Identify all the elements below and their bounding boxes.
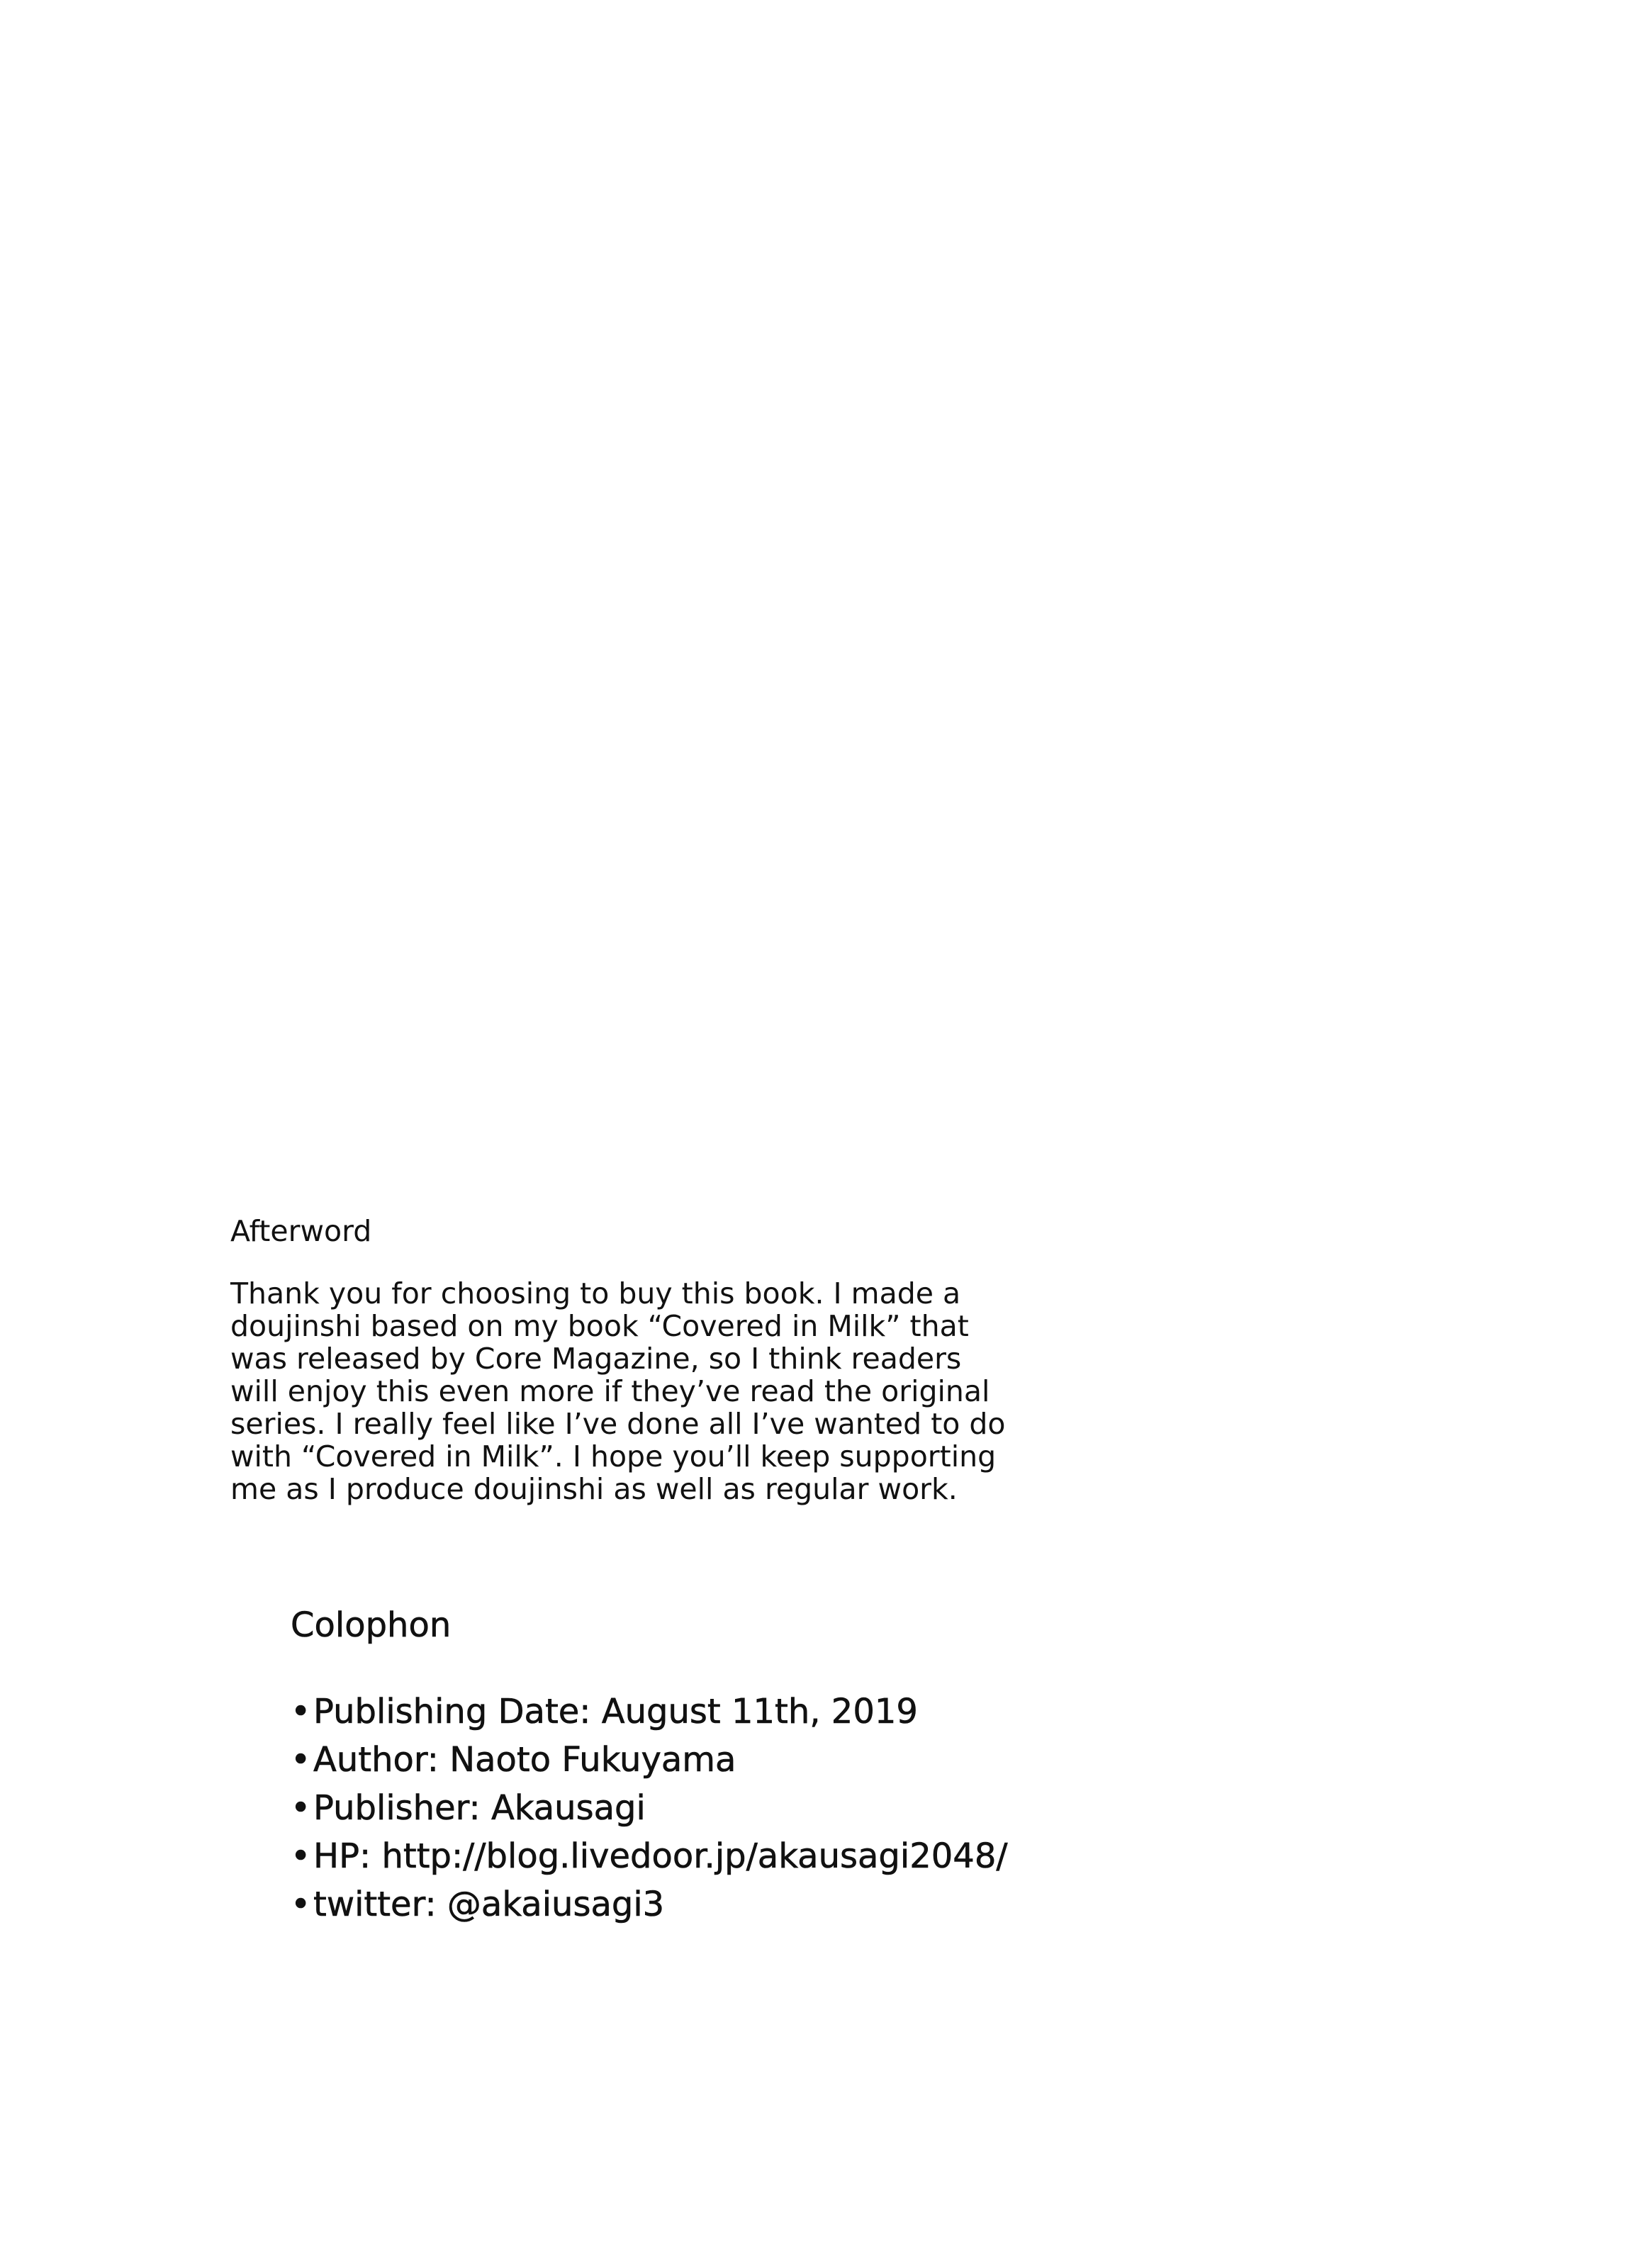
afterword-heading: Afterword [230, 1214, 372, 1248]
afterword-line: was released by Core Magazine, so I think readers [230, 1342, 962, 1376]
afterword-line: with “Covered in Milk”. I hope you’ll keep supporting [230, 1439, 997, 1473]
colophon-item-homepage [291, 1832, 1070, 1880]
afterword-line: doujinshi based on my book “Covered in Milk” that [230, 1309, 969, 1343]
colophon-item-text: Publishing Date: August 11th, 2019 [313, 1692, 918, 1731]
afterword-section [230, 1213, 1006, 1506]
colophon-item-text: Author: Naoto Fukuyama [313, 1740, 736, 1780]
colophon-item-text: Publisher: Akausagi [313, 1788, 646, 1828]
bullet-icon: • [291, 1885, 311, 1924]
bullet-icon: • [291, 1836, 311, 1876]
colophon-item-twitter [291, 1880, 1070, 1929]
colophon-item-publishing-date [291, 1688, 1070, 1736]
afterword-line: series. I really feel like I’ve done all I’ve wanted to do [230, 1407, 1006, 1441]
colophon-heading: Colophon [291, 1605, 452, 1645]
colophon-item-author [291, 1736, 1070, 1784]
afterword-line: will enjoy this even more if they’ve read the original [230, 1374, 990, 1408]
bullet-icon: • [291, 1740, 311, 1780]
colophon-section [291, 1604, 1070, 1929]
colophon-item-publisher [291, 1784, 1070, 1832]
afterword-body [230, 1276, 1006, 1506]
bullet-icon: • [291, 1692, 311, 1731]
colophon-item-text: HP: http://blog.livedoor.jp/akausagi2048/ [313, 1836, 1008, 1876]
bullet-icon: • [291, 1788, 311, 1828]
colophon-list [291, 1688, 1070, 1929]
afterword-line: Thank you for choosing to buy this book. I made a [230, 1276, 961, 1310]
colophon-item-text: twitter: @akaiusagi3 [313, 1885, 665, 1924]
afterword-line: me as I produce doujinshi as well as regular work. [230, 1472, 958, 1506]
